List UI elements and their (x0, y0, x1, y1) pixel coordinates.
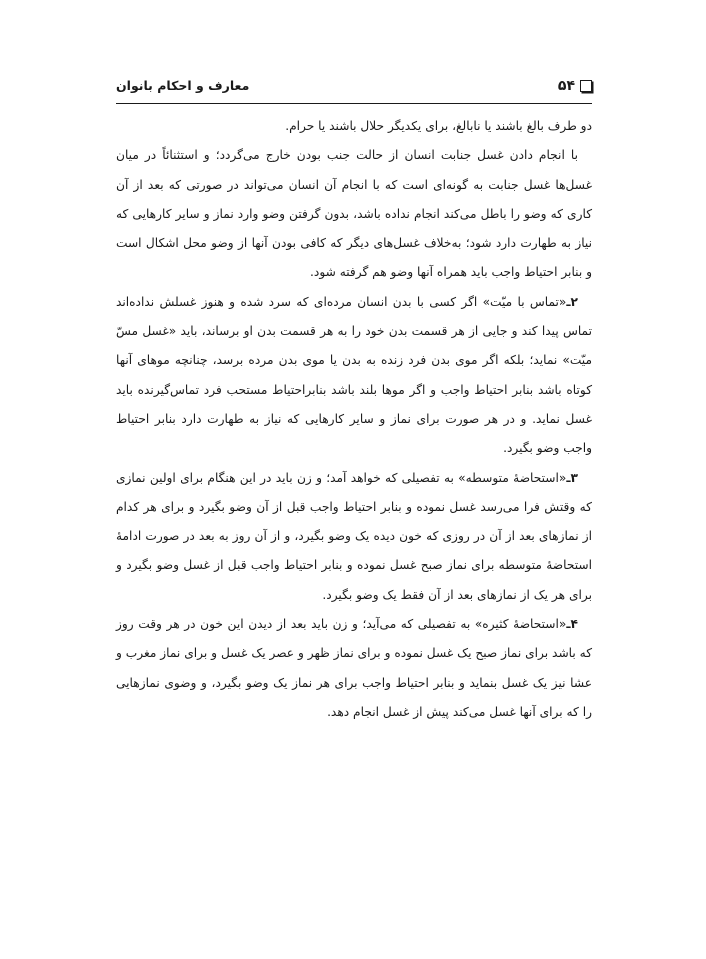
paragraph (116, 464, 592, 610)
paragraph-text: «استحاضهٔ متوسطه» به تفصیلی که خواهد آمد؛ و زن باید در این هنگام برای اولین نمازی که وقتش فرا می‌رسد غسل نموده و بنابر احتیاط واجب قبل از آن وضو بگیرد و برای هر کدام از نمازهای بعد از آن در روزی که خون دیده یک وضو بگیرد، و از آن روز به بعد در صورت ادامهٔ استحاضهٔ متوسطه برای نماز صبح غسل نموده و بنابر احتیاط واجب قبل از غسل وضو بگیرد و برای هر یک از نمازهای بعد از آن فقط یک وضو بگیرد. (116, 470, 592, 602)
item-number: ۳ـ (566, 470, 578, 485)
page-number: ۵۴ (557, 78, 575, 94)
body-text (116, 112, 592, 902)
paragraph (116, 141, 592, 287)
paragraph (116, 288, 592, 464)
page-number-group (558, 78, 592, 94)
paragraph (116, 112, 592, 141)
paragraph-text: دو طرف بالغ باشند یا نابالغ، برای یکدیگر حلال باشند یا حرام. (285, 119, 592, 133)
paragraph-text: «تماس با میّت» اگر کسی با بدن انسان مرده‌ای که سرد شده و هنوز غسلش نداده‌اند تماس پیدا کند و جایی از هر قسمت بدن خود را به هر قسمت بدن او برساند، باید «غسل مسّ میّت» نماید؛ بلکه اگر موی بدن فرد زنده به بدن یا موی بدن مرده برسد، چنانچه موهای آنها کوتاه باشد بنابر احتیاط واجب و اگر موها بلند باشد بنابراحتیاط مستحب فرد تماس‌گیرنده باید غسل نماید. و در هر صورت برای نماز و سایر کارهایی که نیاز به طهارت دارد بنابر احتیاط واجب وضو بگیرد. (116, 294, 592, 456)
running-title: معارف و احکام بانوان (116, 78, 250, 93)
page-header (116, 72, 592, 100)
paragraph-text: «استحاضهٔ کثیره» به تفصیلی که می‌آید؛ و زن باید بعد از دیدن این خون در هر وقت روز که باشد برای نماز صبح یک غسل نموده و برای نماز ظهر و عصر یک غسل و برای نماز مغرب و عشا نیز یک غسل بنماید و بنابر احتیاط واجب برای هر نماز یک وضو بگیرد، و وضوی نمازهایی را که برای آنها غسل می‌کند پیش از غسل انجام دهد. (116, 617, 592, 719)
square-ornament-icon (580, 80, 592, 92)
paragraph-text: با انجام دادن غسل جنابت انسان از حالت جنب بودن خارج می‌گردد؛ و استثنائاً در میان غسل‌ها غسل جنابت به گونه‌ای است که با انجام آن انسان می‌تواند در صورتی که بعد از آن کاری که وضو را باطل می‌کند انجام نداده باشد، بدون گرفتن وضو وارد نماز و سایر کارهایی که نیاز به طهارت دارد شود؛ به‌خلاف غسل‌های دیگر که کافی بودن آنها از وضو محل اشکال است و بنابر احتیاط واجب باید همراه آنها وضو هم گرفته شود. (116, 148, 592, 280)
header-rule (116, 103, 592, 104)
paragraph (116, 610, 592, 727)
item-number: ۲ـ (566, 294, 578, 309)
item-number: ۴ـ (566, 617, 578, 632)
